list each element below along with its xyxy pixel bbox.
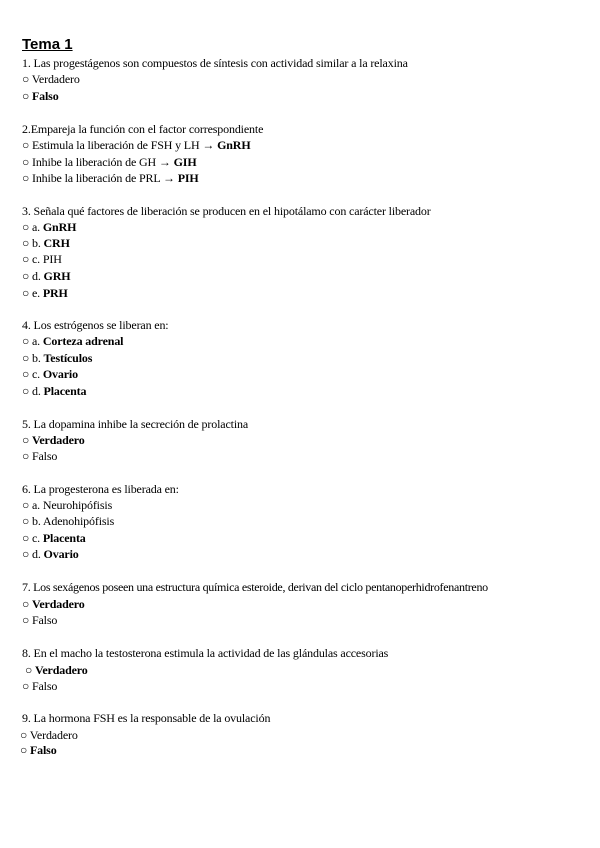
bullet-icon: ○: [25, 663, 33, 677]
bullet-icon: ○: [22, 334, 30, 348]
bullet-icon: ○: [22, 514, 30, 528]
q4-option-d: ○ d. Placenta: [22, 384, 87, 398]
bullet-icon: ○: [22, 351, 30, 365]
q6-option-d: ○ d. Ovario: [22, 547, 79, 561]
bullet-icon: ○: [20, 743, 28, 757]
question-4-text: 4. Los estrógenos se liberan en:: [22, 318, 169, 332]
bullet-icon: ○: [20, 728, 28, 742]
bullet-icon: ○: [22, 613, 30, 627]
q2-pair-3: ○ Inhibe la liberación de PRL → PIH: [22, 171, 199, 185]
q6-option-a: ○ a. Neurohipófisis: [22, 498, 113, 512]
arrow-icon: →: [158, 155, 171, 169]
q1-option-verdadero: ○ Verdadero: [22, 72, 80, 86]
q1-option-falso: ○ Falso: [22, 89, 59, 103]
question-2-text: 2.Empareja la función con el factor correspondiente: [22, 122, 264, 136]
bullet-icon: ○: [22, 449, 30, 463]
bullet-icon: ○: [22, 286, 30, 300]
q2-pair-1: ○ Estimula la liberación de FSH y LH → GnRH: [22, 138, 251, 152]
q5-option-verdadero: ○ Verdadero: [22, 433, 85, 447]
q8-option-verdadero: ○ Verdadero: [25, 663, 88, 677]
bullet-icon: ○: [22, 155, 30, 169]
document-title: Tema 1: [22, 36, 73, 53]
question-5-text: 5. La dopamina inhibe la secreción de prolactina: [22, 417, 249, 431]
q8-option-falso: ○ Falso: [22, 679, 58, 693]
q3-option-e: ○ e. PRH: [22, 286, 68, 300]
bullet-icon: ○: [22, 236, 30, 250]
q7-option-falso: ○ Falso: [22, 613, 58, 627]
bullet-icon: ○: [22, 252, 30, 266]
q3-option-d: ○ d. GRH: [22, 269, 71, 283]
q3-option-b: ○ b. CRH: [22, 236, 70, 250]
q6-option-b: ○ b. Adenohipófisis: [22, 514, 115, 528]
bullet-icon: ○: [22, 220, 30, 234]
bullet-icon: ○: [22, 531, 30, 545]
question-3-text: 3. Señala qué factores de liberación se producen en el hipotálamo con carácter liberador: [22, 204, 431, 218]
question-1-text: 1. Las progestágenos son compuestos de síntesis con actividad similar a la relaxina: [22, 56, 408, 70]
bullet-icon: ○: [22, 138, 30, 152]
q3-option-a: ○ a. GnRH: [22, 220, 77, 234]
q9-option-verdadero: ○ Verdadero: [20, 728, 78, 742]
question-7-text: 7. Los sexágenos poseen una estructura química esteroide, derivan del ciclo pentanoperhidrofenantreno: [22, 580, 488, 594]
q4-option-a: ○ a. Corteza adrenal: [22, 334, 124, 348]
bullet-icon: ○: [22, 498, 30, 512]
q6-option-c: ○ c. Placenta: [22, 531, 86, 545]
q4-option-b: ○ b. Testículos: [22, 351, 93, 365]
q2-pair-2: ○ Inhibe la liberación de GH → GIH: [22, 155, 197, 169]
question-6-text: 6. La progesterona es liberada en:: [22, 482, 179, 496]
bullet-icon: ○: [22, 384, 30, 398]
bullet-icon: ○: [22, 269, 30, 283]
bullet-icon: ○: [22, 433, 30, 447]
bullet-icon: ○: [22, 597, 30, 611]
question-8-text: 8. En el macho la testosterona estimula la actividad de las glándulas accesorias: [22, 646, 389, 660]
bullet-icon: ○: [22, 171, 30, 185]
q9-option-falso: ○ Falso: [20, 743, 57, 757]
bullet-icon: ○: [22, 367, 30, 381]
bullet-icon: ○: [22, 679, 30, 693]
question-9-text: 9. La hormona FSH es la responsable de la ovulación: [22, 711, 271, 725]
bullet-icon: ○: [22, 89, 30, 103]
q3-option-c: ○ c. PIH: [22, 252, 62, 266]
q7-option-verdadero: ○ Verdadero: [22, 597, 85, 611]
q4-option-c: ○ c. Ovario: [22, 367, 78, 381]
arrow-icon: →: [202, 138, 215, 152]
arrow-icon: →: [162, 171, 175, 185]
bullet-icon: ○: [22, 547, 30, 561]
bullet-icon: ○: [22, 72, 30, 86]
q5-option-falso: ○ Falso: [22, 449, 58, 463]
